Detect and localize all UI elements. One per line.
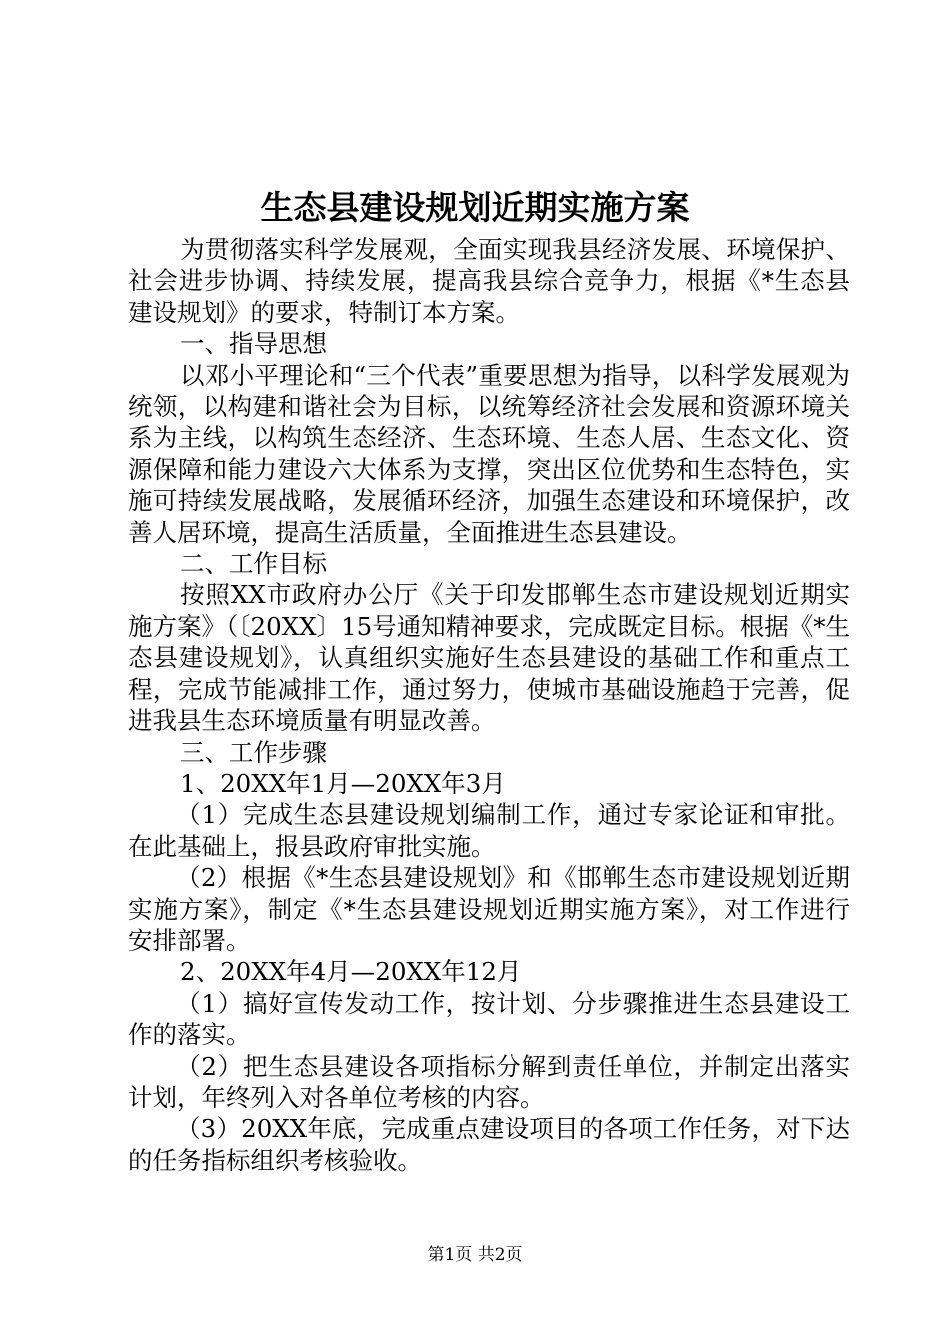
step-2-item-1: （1）搞好宣传发动工作，按计划、分步骤推进生态县建设工作的落实。 xyxy=(128,988,850,1050)
step-1-heading: 1、20XX年1月—20XX年3月 xyxy=(180,768,506,798)
section-heading-work-steps: 三、工作步骤 xyxy=(180,737,327,767)
document-title: 生态县建设规划近期实施方案 xyxy=(260,188,690,227)
step-1-item-2: （2）根据《*生态县建设规划》和《邯郸生态市建设规划近期实施方案》，制定《*生态县建设规划近期实施方案》，对工作进行安排部署。 xyxy=(128,863,850,955)
work-goals-paragraph: 按照XX市政府办公厅《关于印发邯郸生态市建设规划近期实施方案》（〔20XX〕15号通知精神要求，完成既定目标。根据《*生态县建设规划》，认真组织实施好生态县建设的基础工作和重点工程，完成节能减排工作，通过努力，使城市基础设施趋于完善，促进我县生态环境质量有明显改善。 xyxy=(128,580,850,736)
page-number-footer: 第1页 共2页 xyxy=(427,1245,523,1265)
step-2-item-3: （3）20XX年底，完成重点建设项目的各项工作任务，对下达的任务指标组织考核验收。 xyxy=(128,1114,850,1175)
intro-paragraph: 为贯彻落实科学发展观，全面实现我县经济发展、环境保护、社会进步协调、持续发展，提高我县综合竞争力，根据《*生态县建设规划》的要求，特制订本方案。 xyxy=(128,235,850,327)
step-2-heading: 2、20XX年4月—20XX年12月 xyxy=(180,957,522,987)
step-1-item-1: （1）完成生态县建设规划编制工作，通过专家论证和审批。在此基础上，报县政府审批实施。 xyxy=(128,800,850,861)
document-body xyxy=(128,234,850,1176)
section-heading-guiding-ideology: 一、指导思想 xyxy=(180,329,327,359)
step-2-item-2: （2）把生态县建设各项指标分解到责任单位，并制定出落实计划，年终列入对各单位考核的内容。 xyxy=(128,1051,850,1112)
guiding-ideology-paragraph: 以邓小平理论和“三个代表”重要思想为指导，以科学发展观为统领，以构建和谐社会为目标，以统筹经济社会发展和资源环境关系为主线，以构筑生态经济、生态环境、生态人居、生态文化、资源保障和能力建设六大体系为支撑，突出区位优势和生态特色，实施可持续发展战略，发展循环经济，加强生态建设和环境保护，改善人居环境，提高生活质量，全面推进生态县建设。 xyxy=(128,360,850,547)
section-heading-work-goals: 二、工作目标 xyxy=(180,549,327,579)
